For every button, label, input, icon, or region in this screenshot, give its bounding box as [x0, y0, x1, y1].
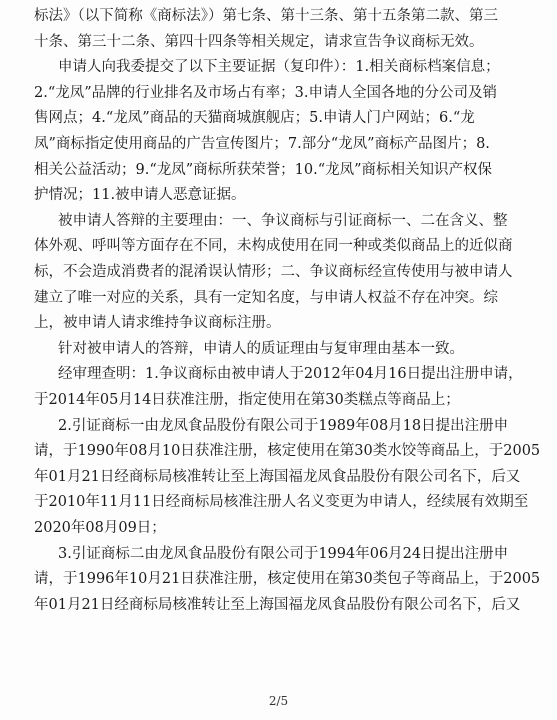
text-line: 年01月21日经商标局核准转让至上海国福龙凤食品股份有限公司名下，后又: [34, 468, 521, 485]
text-line: 建立了唯一对应的关系，具有一定知名度，与申请人权益不存在冲突。综: [34, 289, 498, 306]
text-line: 于2014年05月14日获准注册，指定使用在第30类糕点等商品上；: [34, 392, 460, 408]
text-line: 2020年08月09日；: [34, 520, 166, 536]
text-line: 于2010年11月11日经商标局核准注册人名义变更为申请人，经续展有效期至: [34, 494, 529, 511]
text-line: 标，不会造成消费者的混淆误认情形；二、争议商标经宣传使用与被申请人: [34, 264, 513, 280]
text-line: 上，被申请人请求维持争议商标注册。: [34, 315, 281, 332]
text-line: 申请人向我委提交了以下主要证据（复印件）：1.相关商标档案信息；: [58, 59, 500, 76]
text-line: 3.引证商标二由龙凤食品股份有限公司于1994年06月24日提出注册申: [58, 545, 509, 562]
text-line: 十条、第三十二条、第四十四条等相关规定，请求宣告争议商标无效。: [34, 33, 484, 50]
text-line: 2.“龙凤”品牌的行业排名及市场占有率；3.申请人全国各地的分公司及销: [34, 84, 497, 101]
text-line: 相关公益活动；9.“龙凤”商标所获荣誉；10.“龙凤”商标相关知识产权保: [34, 161, 493, 178]
text-line: 请，于1990年08月10日获准注册，核定使用在第30类水饺等商品上，于2005: [34, 443, 541, 460]
text-line: 2.引证商标一由龙凤食品股份有限公司于1989年08月18日提出注册申: [58, 417, 509, 434]
text-line: 凤”商标指定使用商品的广告宣传图片；7.部分“龙凤”商标产品图片；8.: [34, 136, 490, 152]
page-number: 2/5: [268, 694, 289, 708]
text-line: 标法》（以下简称《商标法》）第七条、第十三条、第十五条第二款、第三: [34, 8, 498, 24]
text-line: 售网点；4.“龙凤”商品的天猫商城旗舰店；5.申请人门户网站；6.“龙: [34, 110, 475, 127]
text-line: 护情况；11.被申请人恶意证据。: [34, 187, 246, 204]
text-line: 年01月21日经商标局核准转让至上海国福龙凤食品股份有限公司名下，后又: [34, 596, 521, 613]
text-line: 被申请人答辩的主要理由：一、争议商标与引证商标一、二在含义、整: [58, 212, 508, 229]
text-line: 针对被申请人的答辩，申请人的质证理由与复审理由基本一致。: [58, 340, 464, 357]
text-line: 经审理查明：1.争议商标由被申请人于2012年04月16日提出注册申请，: [58, 366, 523, 383]
text-line: 体外观、呼叫等方面存在不同，未构成使用在同一种或类似商品上的近似商: [34, 238, 513, 255]
text-line: 请，于1996年10月21日获准注册，核定使用在第30类包子等商品上，于2005: [34, 571, 541, 588]
